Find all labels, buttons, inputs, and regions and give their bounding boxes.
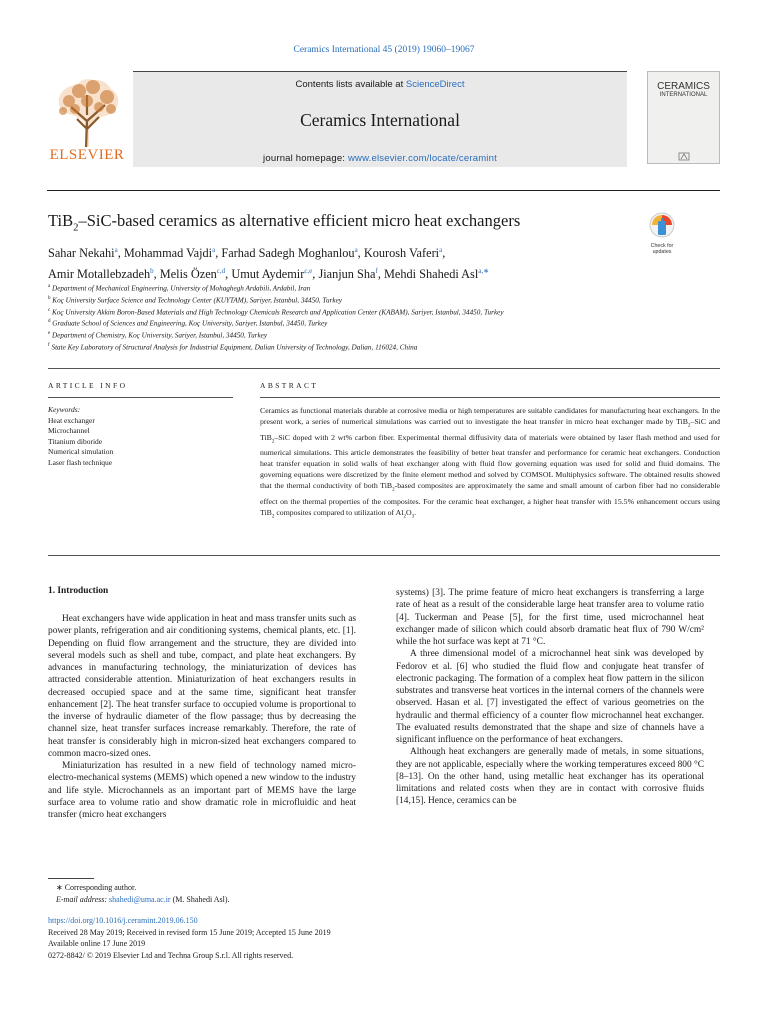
keyword-item: Numerical simulation xyxy=(48,447,114,456)
author-separator: , xyxy=(117,246,124,261)
author-name[interactable]: Melis Özen xyxy=(159,267,217,282)
crossmark-icon xyxy=(648,212,676,238)
abstract-heading: ABSTRACT xyxy=(260,381,319,390)
publication-info xyxy=(48,915,548,961)
journal-masthead xyxy=(47,71,720,166)
author-affiliation-marker[interactable]: a xyxy=(114,246,118,254)
author-separator: , xyxy=(312,267,319,282)
homepage-line xyxy=(133,153,627,164)
author-name[interactable]: Sahar Nekahi xyxy=(48,246,115,261)
affiliation-item: $^f$ State Key Laboratory of Structural Analysis for Industrial Equipment, Dalian University of Technology, Dalian, 116024, China xyxy=(48,342,418,352)
affiliation-rule xyxy=(48,368,720,369)
body-paragraph: Heat exchangers have wide application in heat and mass transfer units such as power plants, refrigeration and air conditioning systems, chemical plants, etc. [1]. Depending on fluid flow arrangement and the structure, they are divided into several models such as shell and tube, compact, and plate heat exchangers. By advances in manufacturing technology, the miniaturization of devices has attracted considerable attention. Miniaturization of heat exchangers results in decreased occupied space and at the same time, significant heat transfer enhancement [2]. The heat transfer surface to occupied volume is proportional to the inverse of hydraulic diameter of the flow passage; thus by decreasing the channel size, heat transfer surfaces increase remarkably. Therefore, the rate of heat transfer is considerably high in micron-sized heat exchangers compared to common macro-sized ones. xyxy=(48,614,356,759)
sciencedirect-link[interactable]: ScienceDirect xyxy=(405,79,465,90)
body-column-left xyxy=(48,613,356,821)
author-affiliation-marker[interactable]: c,e xyxy=(304,267,313,276)
article-info-rule xyxy=(48,397,233,398)
keywords-label: Keywords: xyxy=(48,405,81,414)
keyword-item: Microchannel xyxy=(48,426,90,435)
header-rule xyxy=(47,190,720,191)
crossmark-label: Check for updates xyxy=(650,243,674,255)
author-affiliation-marker[interactable]: c,d xyxy=(216,267,226,276)
body-paragraph: A three dimensional model of a microchannel heat sink was developed by Fedorov et al. [6] who studied the fluid flow and conjugate heat transfer of electronic packaging. The formation of a complex heat flow pattern in the silicon substrates and transverse heat vortices in the internal corners of the channels were observed. Hasan et al. [7] investigated the effect of various geometries on the hydraulic and thermal efficiency of a counter flow microchannel heat exchanger. The evaluated results demonstrated that the shape and size of channels have a significant influence on the performance of heat exchangers. xyxy=(396,649,704,745)
footnote-rule xyxy=(48,878,94,879)
cover-logo-icon xyxy=(678,152,690,161)
affiliation-item: $^d$ Graduate School of Sciences and Engineering, Koç University, Sariyer, Istanbul, 34450, Turkey xyxy=(48,319,328,328)
body-paragraph: systems) [3]. The prime feature of micro heat exchangers is transferring a large rate of heat as a result of the considerable large heat transfer area to volume ratio [4]. Tuckerman and Pease [5], for the first time, used microchannel heat exchanger made of silicon which could absorb dramatic heat flux of 790 W/cm² while the hot surface was kept at 71 °C. xyxy=(396,588,704,647)
article-info-heading: ARTICLE INFO xyxy=(48,381,128,390)
email-suffix: (M. Shahedi Asl). xyxy=(170,894,230,904)
author-list xyxy=(48,241,618,283)
copyright-line: 0272-8842/ © 2019 Elsevier Ltd and Techna Group S.r.l. All rights reserved. xyxy=(48,950,294,960)
abstract-bottom-rule xyxy=(48,555,720,556)
affiliation-item: $^e$ Department of Chemistry, Koç University, Sariyer, Istanbul, 34450, Turkey xyxy=(48,331,268,340)
crossmark-badge[interactable] xyxy=(648,212,676,255)
journal-name: Ceramics International xyxy=(300,110,460,130)
author-name[interactable]: Mohammad Vajdi xyxy=(123,246,213,261)
cover-title: CERAMICS xyxy=(657,81,710,92)
author-separator: , xyxy=(215,246,222,261)
masthead-banner xyxy=(133,71,627,167)
section-heading-introduction: 1. Introduction xyxy=(48,586,109,596)
contents-line xyxy=(133,79,627,90)
affiliation-list xyxy=(48,282,688,353)
email-label: E-mail address: xyxy=(56,894,110,904)
homepage-prefix: journal homepage: xyxy=(263,153,348,164)
author-separator: , xyxy=(377,267,384,282)
author-separator: , xyxy=(153,267,160,282)
keyword-item: Heat exchanger xyxy=(48,415,95,425)
body-column-right xyxy=(396,587,704,808)
corresponding-author-note: ∗ Corresponding author. xyxy=(56,883,137,892)
doi-link[interactable]: https://doi.org/10.1016/j.ceramint.2019.06.150 xyxy=(48,916,198,925)
abstract-rule xyxy=(260,397,720,398)
author-name[interactable]: Umut Aydemir xyxy=(231,267,305,282)
contents-prefix: Contents lists available at xyxy=(295,79,406,90)
author-affiliation-marker[interactable]: b xyxy=(150,267,154,276)
author-affiliation-marker[interactable]: a,∗ xyxy=(478,267,489,276)
abstract-text: Ceramics as functional materials durable at corrosive media or high temperatures are suitable candidates for manufacturing heat exchangers. In the present work, a series of numerical simulations was carried out to investigate the heat transfer in micro heat exchanger made by TiB$_2$–SiC and TiB$_2$–SiC doped with 2 wt% carbon fiber. Experimental thermal diffusivity data of materials were obtained by laser flash method and used for numerical simulations. This article demonstrates the feasibility of better heat transfer and performance for ceramic heat exchangers. Conduction heat transfer equation in solid walls of heat exchanger along with fluid flow governing equation was used for solid and fluid domains. The governing equations were discretized by the finite element method and solved by COMSOL Multiphysics software. The obtained results showed that the thermal conductivity of both TiB$_2$-based composites are approximately the same and small amount of carbon fiber had no considerable effect on the thermal properties of the composites. For the ceramic heat exchanger, a higher heat transfer with 15.5% enhancement occurs using TiB$_2$ composites compared to utilization of $Al_2O_3$. xyxy=(260,406,720,520)
journal-homepage-link[interactable]: www.elsevier.com/locate/ceramint xyxy=(347,153,497,164)
body-paragraph: Although heat exchangers are generally made of metals, in some situations, they are not applicable, especially where the working temperatures exceed 800 °C [8–13]. On the other hand, using metallic heat exchanger has its operational limitations and related costs when they are in contact with corrosive fluids [14,15]. Hence, ceramics can be xyxy=(396,747,704,807)
keywords-block xyxy=(48,405,228,468)
author-separator: , xyxy=(442,246,446,261)
author-name[interactable]: Farhad Sadegh Moghanlou xyxy=(221,246,355,261)
affiliation-item: $^a$ Department of Mechanical Engineering, University of Mohaghegh Ardabili, Ardabil, Iran xyxy=(48,284,311,293)
received-dates: Received 28 May 2019; Received in revised form 15 June 2019; Accepted 15 June 2019 xyxy=(48,927,331,937)
cover-subtitle: INTERNATIONAL xyxy=(659,92,708,98)
footnote-block xyxy=(48,882,448,905)
email-line xyxy=(48,894,448,906)
author-affiliation-marker[interactable]: a xyxy=(212,246,216,254)
journal-cover-thumbnail[interactable] xyxy=(647,71,720,164)
author-separator: , xyxy=(225,267,232,282)
author-affiliation-marker[interactable]: f xyxy=(375,267,378,276)
author-affiliation-marker[interactable]: a xyxy=(439,246,443,254)
journal-citation[interactable]: Ceramics International 45 (2019) 19060–19067 xyxy=(293,45,475,55)
article-title: TiB$_2$–SiC-based ceramics as alternative efficient micro heat exchangers xyxy=(48,211,521,234)
keyword-item: Titanium diboride xyxy=(48,436,103,446)
author-name[interactable]: Jianjun Sha xyxy=(318,267,376,282)
affiliation-item: $^c$ Koç University Akkim Boron-Based Materials and High Technology Chemicals Research and Application Center (KABAM), Sariyer, Istanbul, 34450, Turkey xyxy=(48,307,504,316)
author-affiliation-marker[interactable]: a xyxy=(354,246,358,254)
available-online: Available online 17 June 2019 xyxy=(48,939,146,948)
author-name[interactable]: Mehdi Shahedi Asl xyxy=(383,267,479,282)
author-name[interactable]: Kourosh Vaferi xyxy=(363,246,440,261)
author-email-link[interactable]: shahedi@uma.ac.ir xyxy=(109,894,171,904)
author-name[interactable]: Amir Motallebzadeh xyxy=(48,267,151,282)
body-paragraph: Miniaturization has resulted in a new field of technology named micro-electro-mechanical systems (MEMS) which opened a new window to the industry and life style. Microchannels as an important part of MEMS have the large surface area to volume ratio and show dramatic role in microfluidic and heat transfer (micro heat exchangers xyxy=(48,761,356,820)
publisher-logo-text: ELSEVIER xyxy=(47,147,127,164)
elsevier-logo xyxy=(47,71,127,164)
affiliation-item: $^b$ Koç University Surface Science and Technology Center (KUYTAM), Sariyer, Istanbul, 34450, Turkey xyxy=(48,295,342,305)
keyword-item: Laser flash technique xyxy=(48,457,113,467)
author-separator: , xyxy=(357,246,364,261)
